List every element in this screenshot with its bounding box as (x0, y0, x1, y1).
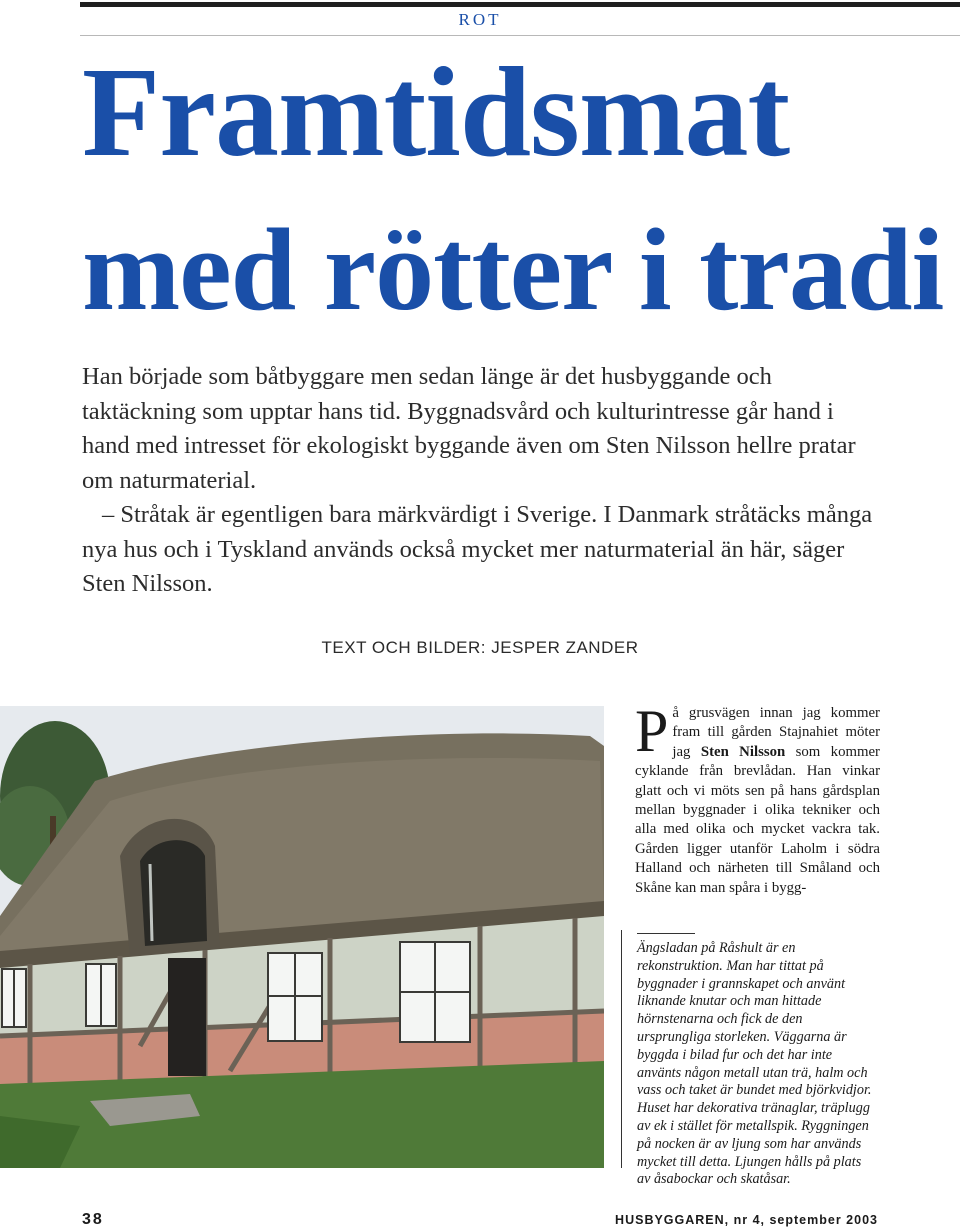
caption-rule (637, 933, 695, 934)
lead-intro: Han började som båtbyggare men sedan länge är det husbyggande och taktäckning som upptar hans tid. Byggnadsvård och kulturintresse går hand i hand med intresset för ekologiskt byggande även om Sten Nilsson hellre pratar om naturmaterial. (82, 363, 856, 494)
body-text (635, 698, 880, 898)
drop-cap: P (635, 698, 669, 764)
page-number: 38 (82, 1211, 104, 1228)
lead-paragraph (82, 360, 882, 602)
publication-footer: HUSBYGGAREN, nr 4, september 2003 (615, 1213, 878, 1227)
barn-photo (0, 706, 604, 1168)
caption-vertical-rule (621, 930, 622, 1168)
section-label: ROT (458, 10, 502, 29)
top-rule (80, 2, 960, 7)
section-rule (80, 35, 960, 36)
body-text-part-1: å grusvägen innan jag kommer fram till gården Stajnahiet möter jag (672, 705, 880, 760)
headline-line-2: med rötter i tradi (82, 205, 944, 335)
body-name: Sten Nilsson (700, 743, 786, 760)
body-text-part-2: som kommer cyklande från brevlådan. Han vinkar glatt och vi möts sen på hans gårdsplan mellan byggnader i olika tekniker och alla med olika och mycket vackra tak. Gården ligger utanför Laholm i södra Halland och närheten till Småland och Skåne kan man spåra i bygg- (635, 743, 880, 896)
byline: TEXT OCH BILDER: JESPER ZANDER (321, 638, 639, 657)
photo-caption: Ängsladan på Råshult är en rekonstruktion. Man har tittat på byggnader i grannskapet och använt liknande knutar och man hittade hörnstenarna och fick de den ursprungliga storleken. Väggarna är byggda i bilad fur och det har inte använts någon metall utan trä, halm och vass och taket är bundet med björkvidjor. Huset har dekorativa tränaglar, träplugg av ek i stället för metallspik. Ryggningen på nocken är av ljung som har används mycket till detta. Ljungen hålls på plats av åsabockar och skatåsar. (637, 940, 872, 1188)
lead-quote: – Stråtak är egentligen bara märkvärdigt i Sverige. I Danmark stråtäcks många nya hus och i Tyskland används också mycket mer naturmaterial än här, säger Sten Nilsson. (82, 501, 873, 597)
headline-line-1: Framtidsmat (82, 42, 790, 182)
